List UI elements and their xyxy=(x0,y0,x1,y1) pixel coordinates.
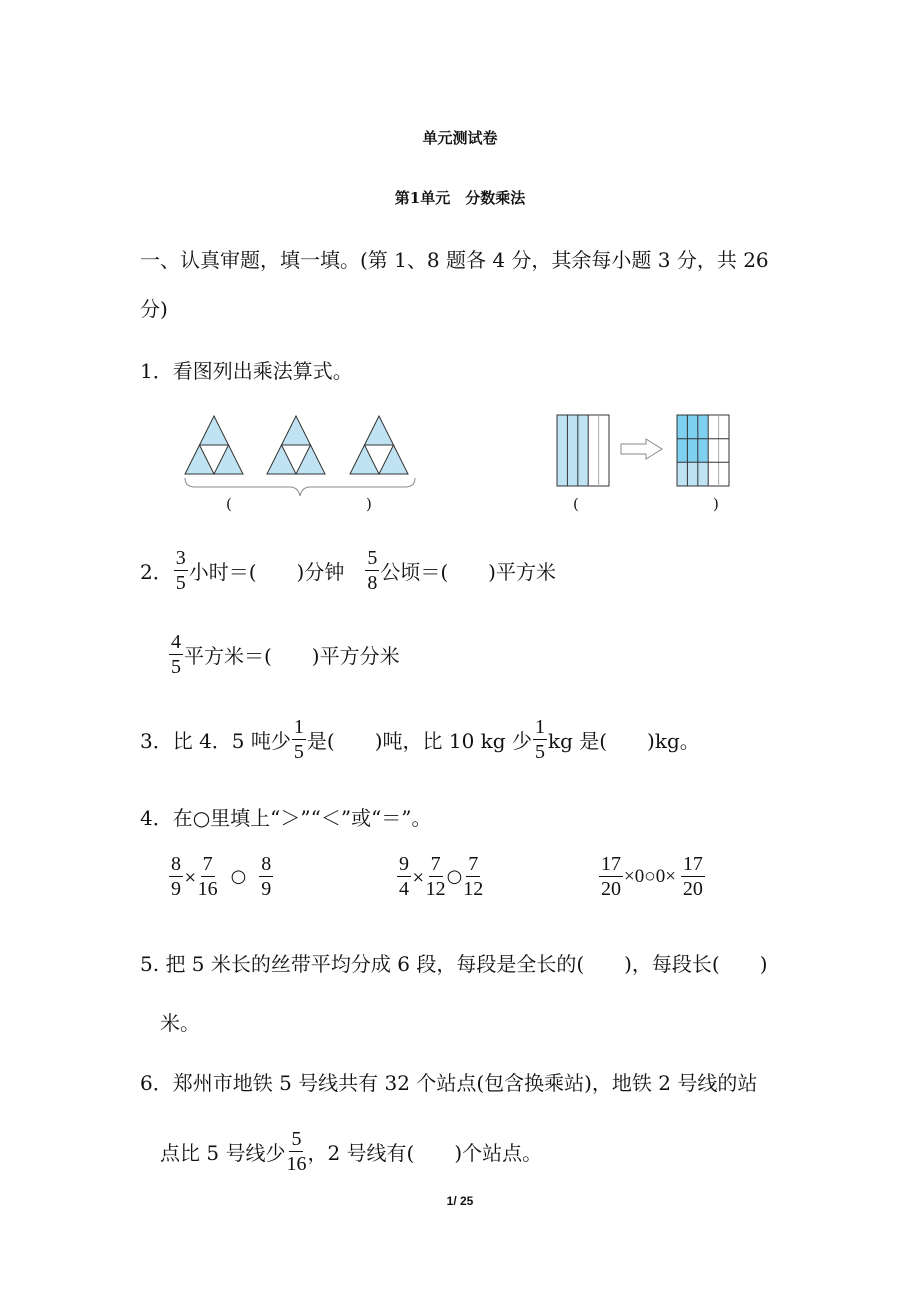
q-text: 3．比 4．5 吨少 xyxy=(140,729,291,753)
question-3 xyxy=(140,715,700,764)
times-sign: × xyxy=(184,867,197,886)
denominator: 5 xyxy=(293,741,304,763)
question-2-cont xyxy=(168,630,400,679)
doc-title: 单元测试卷 xyxy=(422,129,498,147)
fraction xyxy=(426,852,446,901)
denominator: 8 xyxy=(367,572,378,594)
question-5: 5. 把 5 米长的丝带平均分成 6 段，每段是全长的( )，每段长( ) xyxy=(140,952,768,976)
numerator: 8 xyxy=(171,853,181,875)
denominator: 16 xyxy=(286,1153,307,1175)
denominator: 12 xyxy=(425,878,446,900)
denominator: 9 xyxy=(171,878,181,900)
denominator: 16 xyxy=(197,878,218,900)
q-text: 公顷＝( )平方米 xyxy=(380,560,556,584)
q-text: 平方米＝( )平方分米 xyxy=(184,644,400,668)
fraction xyxy=(681,852,705,901)
q-text: 点比 5 号线少 xyxy=(160,1141,286,1165)
numerator: 3 xyxy=(175,547,186,569)
numerator: 7 xyxy=(202,853,213,875)
fraction xyxy=(533,715,547,764)
q-text: ，2 号线有( )个站点。 xyxy=(307,1141,543,1165)
question-6-cont xyxy=(160,1127,542,1176)
comparison-expression[interactable]: ×0○0× xyxy=(624,865,676,887)
section-heading: 一、认真审题，填一填。(第 1、8 题各 4 分，其余每小题 3 分，共 26 xyxy=(140,248,769,272)
fraction xyxy=(365,546,379,595)
numerator: 7 xyxy=(468,853,479,875)
fraction xyxy=(397,852,411,901)
denominator: 20 xyxy=(682,878,703,900)
numerator: 5 xyxy=(367,547,378,569)
numerator: 17 xyxy=(601,853,621,875)
paren-open: ( xyxy=(573,495,579,513)
answer-circle[interactable]: ○ xyxy=(446,866,463,887)
page-number: 1/ 25 xyxy=(446,1194,474,1208)
fraction xyxy=(259,852,273,901)
denominator: 9 xyxy=(261,878,272,900)
numerator: 1 xyxy=(534,716,545,738)
numerator: 4 xyxy=(171,631,181,653)
fraction xyxy=(286,1127,306,1176)
answer-circle[interactable]: ○ xyxy=(230,866,247,887)
fraction xyxy=(169,630,183,679)
q-number: 2． xyxy=(140,560,173,584)
question-6: 6．郑州市地铁 5 号线共有 32 个站点(包含换乘站)，地铁 2 号线的站 xyxy=(140,1071,758,1095)
question-1: 1．看图列出乘法算式。 xyxy=(140,359,353,383)
question-5-cont: 米。 xyxy=(160,1011,200,1035)
numerator: 8 xyxy=(261,853,272,875)
numerator: 1 xyxy=(293,716,304,738)
question-2 xyxy=(140,546,556,595)
unit-title: 第1单元 分数乘法 xyxy=(394,189,526,207)
paren-close: ) xyxy=(713,495,719,513)
fraction xyxy=(198,852,218,901)
comparison-2 xyxy=(396,852,484,901)
numerator: 5 xyxy=(291,1128,302,1150)
paren-close: ) xyxy=(366,495,372,513)
fraction xyxy=(292,715,306,764)
comparison-1 xyxy=(168,852,274,901)
numerator: 17 xyxy=(682,853,703,875)
numerator: 9 xyxy=(399,853,409,875)
q-text: kg 是( )kg。 xyxy=(547,729,700,753)
denominator: 5 xyxy=(175,572,186,594)
q-text: 是( )吨，比 10 kg 少 xyxy=(306,729,532,753)
triangles-figure xyxy=(180,410,420,500)
comparison-3 xyxy=(598,852,706,901)
fraction xyxy=(463,852,483,901)
fraction xyxy=(599,852,623,901)
question-4: 4．在○里填上“＞”“＜”或“＝”。 xyxy=(140,806,432,830)
section-heading-cont: 分) xyxy=(140,297,168,321)
q-text: 小时＝( )分钟 xyxy=(188,560,365,584)
paren-open: ( xyxy=(226,495,232,513)
denominator: 12 xyxy=(463,878,484,900)
numerator: 7 xyxy=(430,853,441,875)
fraction xyxy=(169,852,183,901)
denominator: 5 xyxy=(534,741,545,763)
fraction xyxy=(174,546,188,595)
grid-figure xyxy=(550,410,750,495)
times-sign: × xyxy=(412,867,425,886)
denominator: 20 xyxy=(601,878,621,900)
denominator: 4 xyxy=(399,878,409,900)
denominator: 5 xyxy=(171,656,181,678)
